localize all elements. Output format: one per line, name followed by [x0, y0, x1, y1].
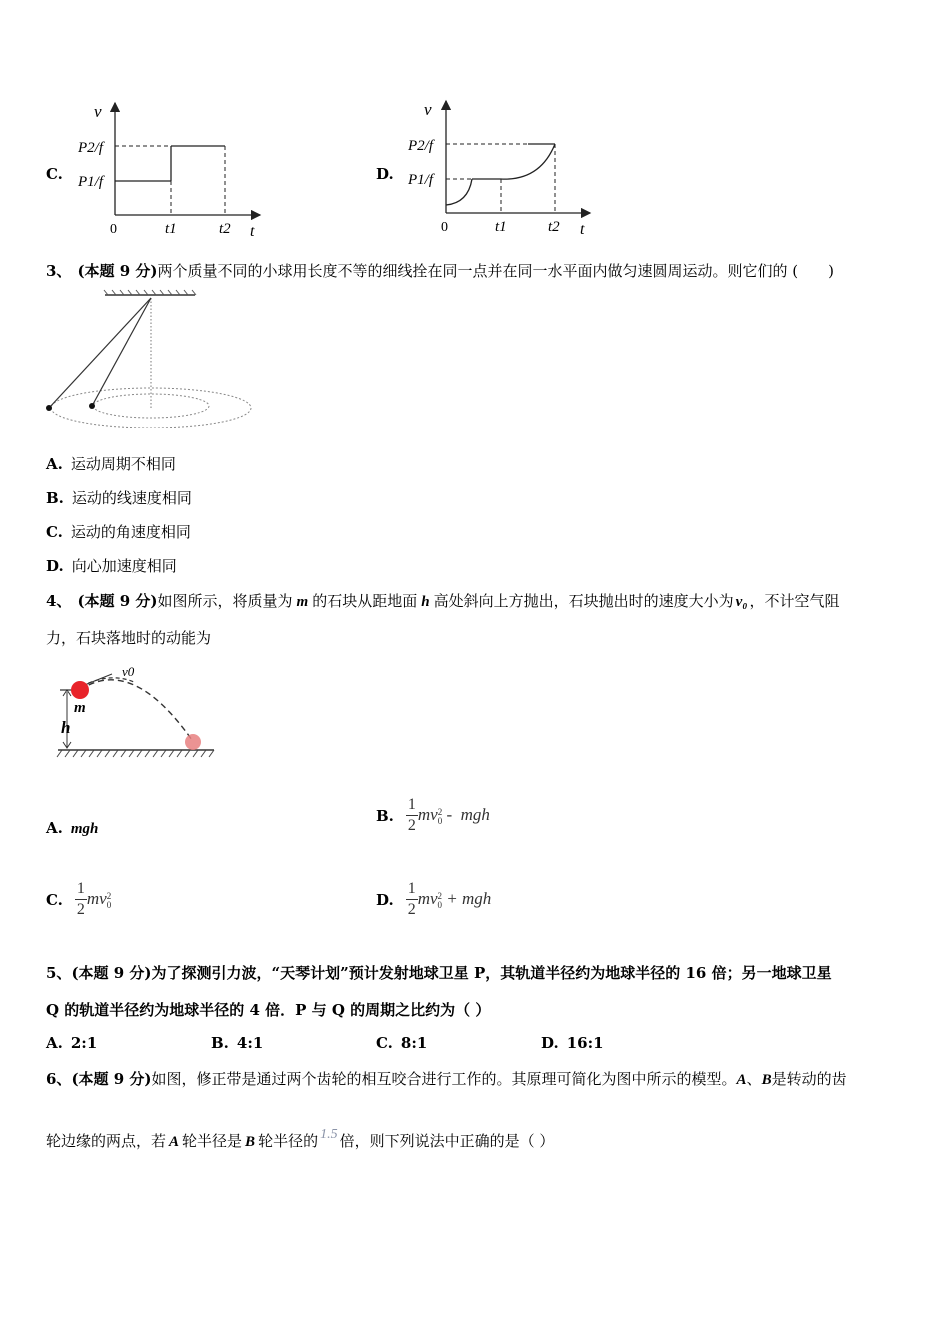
- expression: [418, 805, 490, 825]
- expr-sup: 2: [106, 890, 112, 901]
- expr-sub: 0: [437, 899, 443, 910]
- q4-score: (本题 9 分): [77, 592, 158, 610]
- option-text: 运动的线速度相同: [71, 489, 192, 507]
- fraction-numerator: 1: [406, 795, 418, 816]
- fraction-denominator: 2: [407, 901, 416, 918]
- question-5-stem-line2: [46, 999, 916, 1021]
- fraction-numerator: 1: [406, 879, 418, 900]
- graph-d-t2: t2: [548, 219, 560, 235]
- q4-option-b[interactable]: [376, 795, 490, 836]
- q6-text-3: 轮边缘的两点，若: [46, 1132, 167, 1150]
- q4-var-v0: v₀: [735, 594, 748, 610]
- fraction: [406, 879, 418, 920]
- q4-text-3: 高处斜向上方抛出，石块抛出时的速度大小为: [433, 592, 734, 610]
- option-d-label: D.: [376, 165, 394, 183]
- option-label: C.: [376, 1034, 393, 1052]
- q5-option-d[interactable]: [541, 1034, 604, 1052]
- q6-var-b: B: [245, 1134, 256, 1150]
- q6-score: (本题 9 分): [71, 1070, 152, 1088]
- q4-option-d[interactable]: [376, 879, 491, 920]
- q4-var-m: m: [296, 594, 309, 610]
- q3-option-c[interactable]: [46, 521, 191, 542]
- question-3-stem: [46, 260, 916, 282]
- q5-score: (本题 9 分): [71, 964, 152, 982]
- graph-d-origin: 0: [441, 220, 448, 235]
- question-4-stem-line2: 力，石块落地时的动能为: [46, 629, 212, 647]
- figure-v0-label: v0: [122, 664, 135, 679]
- graph-c-axis-v: v: [94, 102, 102, 121]
- projectile-figure: [52, 660, 222, 765]
- option-text: mgh: [70, 821, 99, 837]
- q3-option-a[interactable]: [46, 453, 176, 474]
- fraction-numerator: 1: [75, 879, 87, 900]
- q6-text-4: 轮半径是: [182, 1132, 243, 1150]
- expr-sup: 2: [437, 806, 443, 817]
- graph-option-c: [70, 95, 270, 240]
- q6-var-a: A: [169, 1134, 180, 1150]
- option-c-label: C.: [46, 165, 63, 183]
- option-label: A.: [46, 1034, 63, 1052]
- expr-sup: 2: [437, 890, 443, 901]
- q3-option-d[interactable]: [46, 555, 177, 576]
- option-text: 4:1: [236, 1034, 264, 1052]
- q6-var-a: A: [736, 1072, 747, 1088]
- option-text: 8:1: [400, 1034, 428, 1052]
- graph-c-origin: 0: [110, 222, 117, 237]
- option-text: 16:1: [566, 1034, 604, 1052]
- q6-number: 6、: [46, 1070, 72, 1088]
- fraction-denominator: 2: [76, 901, 85, 918]
- graph-c-p2f: P2/f: [78, 140, 103, 156]
- q4-var-h: h: [421, 594, 430, 610]
- expr-mv: mv: [417, 889, 438, 909]
- figure-m-label: m: [74, 700, 86, 716]
- option-label: D.: [541, 1034, 559, 1052]
- option-label: D.: [46, 557, 64, 575]
- q5-option-b[interactable]: [211, 1034, 263, 1052]
- q6-text-5: 轮半径的: [258, 1132, 319, 1150]
- q3-text: 两个质量不同的小球用长度不等的细线拴在同一点并在同一水平面内做匀速圆周运动。则它们的 ( ): [157, 262, 834, 280]
- q6-text-6: 倍，则下列说法中正确的是（ ）: [339, 1132, 555, 1150]
- q5-line2: Q 的轨道半径约为地球半径的 4 倍．P 与 Q 的周期之比约为（ ）: [46, 1001, 491, 1019]
- pendulum-figure: [40, 288, 260, 428]
- fraction-denominator: 2: [407, 817, 416, 834]
- fraction: [406, 795, 418, 836]
- option-text: 运动的角速度相同: [70, 523, 191, 541]
- option-label: A.: [46, 819, 63, 837]
- option-text: 2:1: [70, 1034, 98, 1052]
- expr-sub: 0: [106, 899, 112, 910]
- option-text: 向心加速度相同: [71, 557, 177, 575]
- graph-c-p1f: P1/f: [78, 174, 103, 190]
- q6-var-b: B: [761, 1072, 772, 1088]
- q4-number: 4、: [46, 592, 72, 610]
- q5-option-a[interactable]: [46, 1034, 97, 1052]
- option-label: B.: [211, 1034, 229, 1052]
- graph-d-p1f: P1/f: [408, 172, 433, 188]
- graph-option-d: [400, 93, 600, 238]
- graph-c-t1: t1: [165, 221, 177, 237]
- q4-text-2: 的石块从距地面: [312, 592, 418, 610]
- option-label: C.: [46, 890, 63, 909]
- graph-d-axis-t: t: [580, 221, 585, 238]
- expr-tail: - mgh: [442, 805, 490, 825]
- graph-d-axis-v: v: [424, 100, 432, 119]
- question-5-stem: [46, 962, 916, 984]
- expr-mv: mv: [417, 805, 438, 825]
- fraction: [75, 879, 87, 920]
- expr-mv: mv: [86, 889, 107, 909]
- q3-number: 3、: [46, 262, 72, 280]
- q4-option-a[interactable]: [46, 819, 98, 838]
- q3-option-b[interactable]: [46, 487, 192, 508]
- question-4-stem: [46, 590, 916, 613]
- q5-option-c[interactable]: [376, 1034, 427, 1052]
- q4-text-1: 如图所示，将质量为: [157, 592, 293, 610]
- q4-option-c[interactable]: [46, 879, 111, 920]
- expression: [87, 889, 111, 909]
- q3-score: (本题 9 分): [77, 262, 158, 280]
- option-label: B.: [46, 489, 64, 507]
- expr-tail: + mgh: [442, 889, 492, 909]
- graph-c-axis-t: t: [250, 223, 255, 240]
- question-6-stem-line2: [46, 1127, 916, 1154]
- option-label: C.: [46, 523, 63, 541]
- q6-text-2: 是转动的齿: [771, 1070, 847, 1088]
- expression: [418, 889, 492, 909]
- q6-ratio: 1.5: [320, 1127, 338, 1142]
- graph-d-p2f: P2/f: [408, 138, 433, 154]
- figure-h-label: h: [61, 718, 71, 737]
- q5-line1: 为了探测引力波，“天琴计划”预计发射地球卫星 P，其轨道半径约为地球半径的 16 倍；另一地球卫星: [151, 964, 832, 982]
- option-label: A.: [46, 455, 63, 473]
- option-label: D.: [376, 890, 394, 909]
- option-label: B.: [376, 806, 394, 825]
- graph-c-t2: t2: [219, 221, 231, 237]
- graph-d-t1: t1: [495, 219, 507, 235]
- option-text: 运动周期不相同: [70, 455, 176, 473]
- q5-number: 5、: [46, 964, 72, 982]
- q4-text-4: ，不计空气阻: [749, 592, 840, 610]
- q6-sep: 、: [746, 1070, 762, 1088]
- q6-text-1: 如图，修正带是通过两个齿轮的相互咬合进行工作的。其原理可简化为图中所示的模型。: [151, 1070, 737, 1088]
- question-6-stem: [46, 1068, 916, 1091]
- expr-sub: 0: [437, 815, 443, 826]
